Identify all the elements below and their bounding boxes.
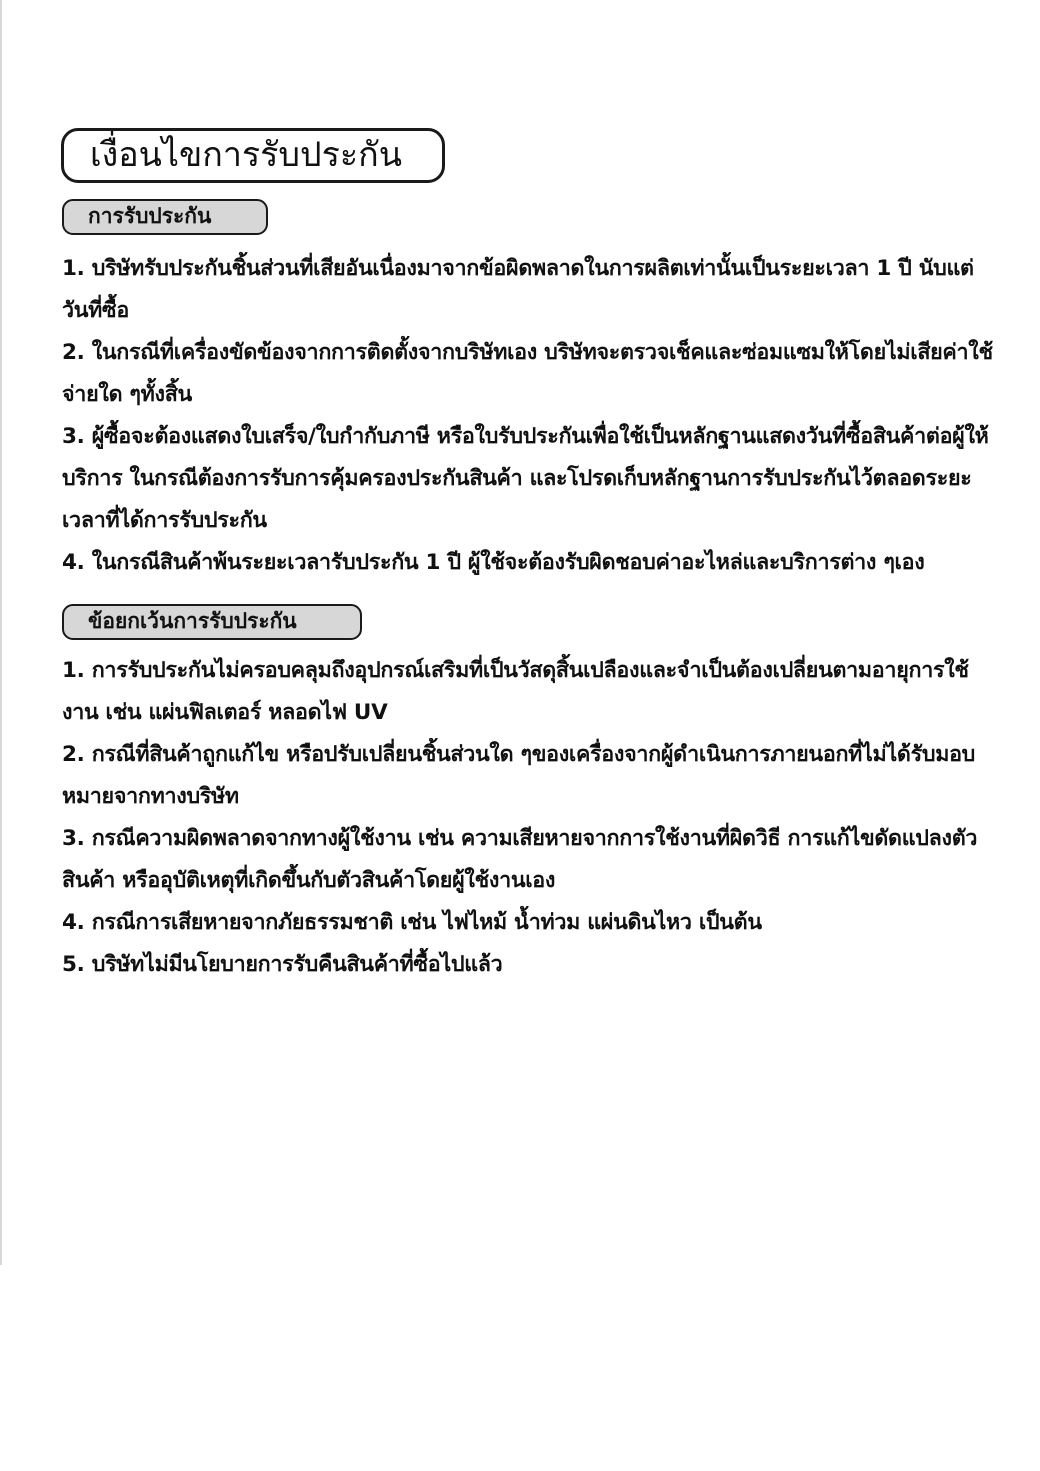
warranty-section-heading: การรับประกัน [62, 199, 268, 235]
warranty-terms-list [62, 248, 997, 584]
exclusions-list [62, 650, 997, 986]
list-item: 2. กรณีที่สินค้าถูกแก้ไข หรือปรับเปลี่ยนชิ้นส่วนใด ๆของเครื่องจากผู้ดำเนินการภายนอกที่ไม่ได้รับมอบหมายจากทางบริษัท [62, 742, 976, 809]
list-item: 3. กรณีความผิดพลาดจากทางผู้ใช้งาน เช่น ความเสียหายจากการใช้งานที่ผิดวิธี การแก้ไขดัดแปลงตัวสินค้า หรืออุบัติเหตุที่เกิดขึ้นกับตัวสินค้าโดยผู้ใช้งานเอง [62, 826, 978, 893]
list-item: 2. ในกรณีที่เครื่องขัดข้องจากการติดตั้งจากบริษัทเอง บริษัทจะตรวจเช็คและซ่อมแซมให้โดยไม่เสียค่าใช้จ่ายใด ๆทั้งสิ้น [62, 340, 993, 407]
list-item: 4. ในกรณีสินค้าพ้นระยะเวลารับประกัน 1 ปี ผู้ใช้จะต้องรับผิดชอบค่าอะไหล่และบริการต่าง ๆเอง [62, 550, 925, 575]
list-item: 5. บริษัทไม่มีนโยบายการรับคืนสินค้าที่ซื้อไปแล้ว [62, 952, 503, 977]
list-item: 1. การรับประกันไม่ครอบคลุมถึงอุปกรณ์เสริมที่เป็นวัสดุสิ้นเปลืองและจำเป็นต้องเปลี่ยนตามอายุการใช้งาน เช่น แผ่นฟิลเตอร์ หลอดไฟ UV [62, 658, 969, 725]
exclusions-section-heading: ข้อยกเว้นการรับประกัน [62, 604, 362, 640]
page-edge-rule [0, 0, 2, 1265]
page-title: เงื่อนไขการรับประกัน [61, 128, 445, 183]
list-item: 3. ผู้ซื้อจะต้องแสดงใบเสร็จ/ใบกำกับภาษี หรือใบรับประกันเพื่อใช้เป็นหลักฐานแสดงวันที่ซื้อสินค้าต่อผู้ให้บริการ ในกรณีต้องการรับการคุ้มครองประกันสินค้า และโปรดเก็บหลักฐานการรับประกันไว้ตลอดระยะเวลาที่ได้การรับประกัน [62, 424, 989, 533]
list-item: 4. กรณีการเสียหายจากภัยธรรมชาติ เช่น ไฟไหม้ น้ำท่วม แผ่นดินไหว เป็นต้น [62, 910, 762, 935]
list-item: 1. บริษัทรับประกันชิ้นส่วนที่เสียอันเนื่องมาจากข้อผิดพลาดในการผลิตเท่านั้นเป็นระยะเวลา 1 ปี นับแต่วันที่ซื้อ [62, 256, 974, 323]
